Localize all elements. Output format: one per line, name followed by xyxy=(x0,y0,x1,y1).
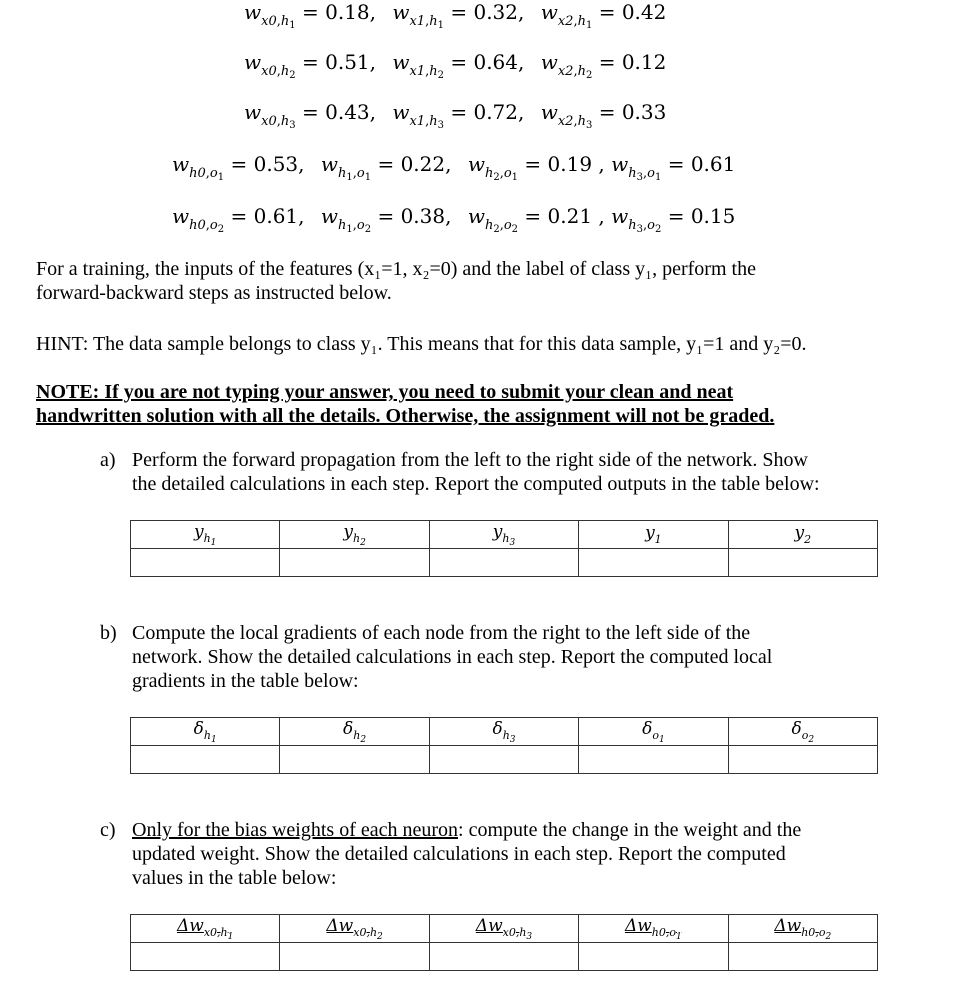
answer-cell[interactable] xyxy=(728,746,877,774)
header-delta-h1: $\delta_{h_1}$ xyxy=(131,718,280,746)
w-x2-h3: 0.33 xyxy=(621,100,667,124)
weights-row-4: $w_{h0,o_1} = 0.53$, $w_{h_1,o_1} = 0.22$, $w_{h_2,o_1} = 0.19$ , $w_{h_3,o_1} = 0.61$ xyxy=(172,152,736,183)
answer-cell[interactable] xyxy=(429,746,578,774)
answer-cell[interactable] xyxy=(131,549,280,577)
part-a: a) Perform the forward propagation from the left to the right side of the network. Show the detailed calculations in each step. Report the computed outputs in the table below: xyxy=(100,449,820,495)
header-delta-h2: $\delta_{h_2}$ xyxy=(280,718,429,746)
header-y-h3: $y_{h_3}$ xyxy=(429,521,578,549)
header-y-h2: $y_{h_2}$ xyxy=(280,521,429,549)
w-h3-o1: 0.61 xyxy=(690,152,736,176)
answer-cell[interactable] xyxy=(728,943,877,971)
answer-cell[interactable] xyxy=(280,746,429,774)
gradients-table xyxy=(130,717,878,774)
header-dw-x0-h1: $\Delta w_{x0,h_1}$ xyxy=(131,915,280,943)
w-h3-o2: 0.15 xyxy=(690,204,736,228)
part-a-label: a) xyxy=(100,449,116,471)
table-header-row xyxy=(131,718,878,746)
header-dw-x0-h3: $\Delta w_{x0,h_3}$ xyxy=(429,915,578,943)
answer-cell[interactable] xyxy=(131,943,280,971)
hint-text: HINT: The data sample belongs to class y₁. This means that for this data sample, y₁=1 and y₂=0. xyxy=(36,333,807,355)
w-x1-h3: 0.72 xyxy=(473,100,518,124)
w-x0-h2: 0.51 xyxy=(325,50,370,74)
intro-paragraph: For a training, the inputs of the features (x₁=1, x₂=0) and the label of class y₁, perform the forward-backward steps as instructed below. xyxy=(36,258,756,304)
w-h0-o1: 0.53 xyxy=(253,152,299,176)
w-h1-o1: 0.22 xyxy=(400,152,446,176)
w-x0-h1: 0.18 xyxy=(325,0,370,24)
weights-row-1: $w_{x0,h_1} = 0.18$, $w_{x1,h_1} = 0.32$, $w_{x2,h_1} = 0.42$ xyxy=(244,0,667,31)
table-header-row xyxy=(131,521,878,549)
answer-cell[interactable] xyxy=(579,549,728,577)
answer-cell[interactable] xyxy=(429,943,578,971)
answer-cell[interactable] xyxy=(131,746,280,774)
w-x2-h1: 0.42 xyxy=(621,0,667,24)
part-b: b) Compute the local gradients of each node from the right to the left side of the network. Show the detailed calculations in each step. Report the computed local gradients in the table below: xyxy=(100,622,773,692)
w-h2-o2: 0.21 xyxy=(547,204,593,228)
answer-row xyxy=(131,943,878,971)
answer-cell[interactable] xyxy=(579,943,728,971)
header-dw-h0-o1: $\Delta w_{h0,o_1}$ xyxy=(579,915,728,943)
w-x2-h2: 0.12 xyxy=(621,50,667,74)
part-b-label: b) xyxy=(100,622,117,644)
answer-cell[interactable] xyxy=(579,746,728,774)
note-text: NOTE: If you are not typing your answer, you need to submit your clean and neat handwritten solution with all the details. Otherwise, the assignment will not be graded. xyxy=(36,381,775,427)
w-x1-h1: 0.32 xyxy=(473,0,518,24)
header-y2: $y_2$ xyxy=(728,521,877,549)
header-y-h1: $y_{h_1}$ xyxy=(131,521,280,549)
w-h1-o2: 0.38 xyxy=(400,204,446,228)
header-dw-h0-o2: $\Delta w_{h0,o_2}$ xyxy=(728,915,877,943)
header-delta-h3: $\delta_{h_3}$ xyxy=(429,718,578,746)
answer-cell[interactable] xyxy=(429,549,578,577)
answer-cell[interactable] xyxy=(728,549,877,577)
answer-cell[interactable] xyxy=(280,549,429,577)
header-delta-o1: $\delta_{o_1}$ xyxy=(579,718,728,746)
header-dw-x0-h2: $\Delta w_{x0,h_2}$ xyxy=(280,915,429,943)
weights-row-3: $w_{x0,h_3} = 0.43$, $w_{x1,h_3} = 0.72$, $w_{x2,h_3} = 0.33$ xyxy=(244,100,667,131)
weights-row-5: $w_{h0,o_2} = 0.61$, $w_{h_1,o_2} = 0.38$, $w_{h_2,o_2} = 0.21$ , $w_{h_3,o_2} = 0.15$ xyxy=(172,204,736,235)
table-header-row xyxy=(131,915,878,943)
part-c-label: c) xyxy=(100,819,116,841)
header-delta-o2: $\delta_{o_2}$ xyxy=(728,718,877,746)
answer-row xyxy=(131,746,878,774)
weights-row-2: $w_{x0,h_2} = 0.51$, $w_{x1,h_2} = 0.64$, $w_{x2,h_2} = 0.12$ xyxy=(244,50,667,81)
answer-cell[interactable] xyxy=(280,943,429,971)
w-h2-o1: 0.19 xyxy=(547,152,593,176)
w-x0-h3: 0.43 xyxy=(325,100,370,124)
part-c: c) Only for the bias weights of each neuron: compute the change in the weight and the updated weight. Show the detailed calculations in each step. Report the computed values in the table below: xyxy=(100,819,802,889)
w-h0-o2: 0.61 xyxy=(253,204,299,228)
outputs-table xyxy=(130,520,878,577)
answer-row xyxy=(131,549,878,577)
bias-updates-table xyxy=(130,914,878,971)
w-x1-h2: 0.64 xyxy=(473,50,518,74)
header-y1: $y_1$ xyxy=(579,521,728,549)
